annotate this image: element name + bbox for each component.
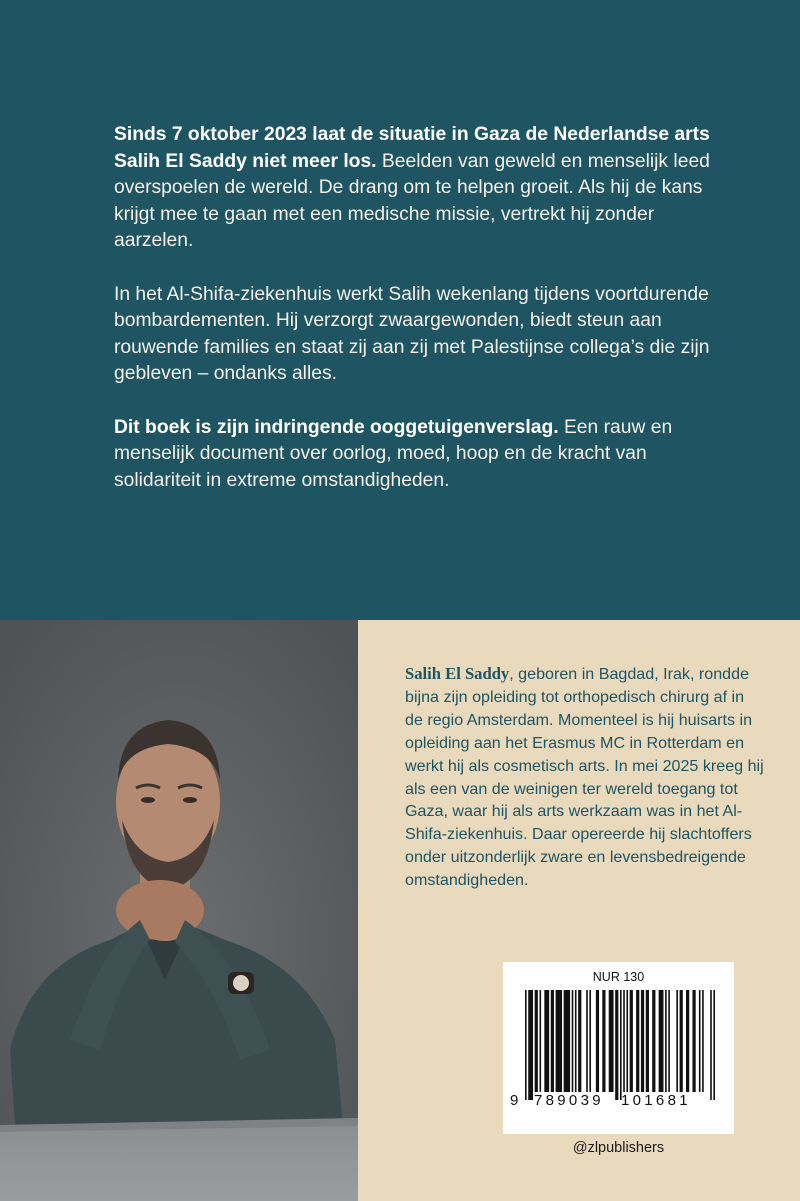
barcode-bar [692,990,695,1092]
barcode-bar [713,990,715,1100]
barcode-bar [578,990,581,1092]
barcode-bar [659,990,664,1092]
barcode-bar [575,990,577,1092]
blurb-paragraph-3 [114,415,724,495]
blurb-lead-1: Sinds 7 oktober 2023 laat de situatie in Gaza de Nederlandse arts Salih El Saddy niet meer los. [114,124,710,172]
barcode-bar [623,990,625,1092]
author-bio-text: , geboren in Bagdad, Irak, rondde bijna zijn opleiding tot orthopedisch chirurg af in de regio Amsterdam. Momenteel is hij huisarts in opleiding aan het Erasmus MC in Rotterdam en werkt hij als cosmetisch arts. In mei 2025 kreeg hij als een van de weinigen ter wereld toegang tot Gaza, waar hij als arts werkzaam was in het Al-Shifa-ziekenhuis. Daar opereerde hij slachtoffers onder uitzonderlijk zware en levensbedreigende omstandigheden. [405,665,764,890]
barcode-bar [525,990,527,1100]
blurb-paragraph-1 [114,122,724,255]
isbn-lead-digit: 9 [510,1092,522,1109]
barcode-bar [641,990,644,1092]
author-photo [0,620,358,1201]
blurb-lead-3: Dit boek is zijn indringende ooggetuigenverslag. [114,416,559,438]
barcode-bar [544,990,549,1092]
barcode-bar [596,990,599,1092]
barcode-bar [572,990,574,1092]
nur-code: NUR 130 [592,970,645,984]
barcode-bar [589,990,591,1092]
barcode-bar [564,990,570,1092]
barcode-bar [665,990,667,1092]
barcode-bar [702,990,704,1092]
barcode-bar [609,990,614,1092]
barcode-bar [528,990,533,1100]
barcode-bar [586,990,588,1092]
barcode-bar [620,990,622,1100]
barcode-bar [652,990,655,1092]
barcode-bar [615,990,618,1100]
barcode-bar [556,990,562,1092]
barcode-bar [539,990,541,1092]
barcode-bar [710,990,712,1100]
author-name: Salih El Saddy [405,664,510,683]
barcode-bar [636,990,639,1092]
barcode-bar [646,990,649,1092]
barcode-bar [551,990,554,1092]
barcode-bar [630,990,633,1092]
isbn-group-left: 789039 [534,1092,604,1109]
isbn-group-right: 101681 [621,1092,691,1109]
author-portrait-illustration [0,620,358,1201]
barcode-bar [686,990,689,1092]
back-cover-blurb [114,122,724,521]
barcode-bar [680,990,683,1092]
barcode-bar [676,990,678,1092]
barcode-bar [699,990,701,1092]
barcode-bar [668,990,670,1092]
blurb-text-1: Beelden van geweld en menselijk leed overspoelen de wereld. De drang om te helpen groeit. Als hij de kans krijgt mee te gaan met een medische missie, vertrekt hij zonder aarzelen. [114,150,710,252]
barcode-bar [626,990,628,1092]
barcode-bar [535,990,538,1092]
publisher-handle: @zlpublishers [572,1140,665,1156]
barcode-label [503,962,734,1134]
blurb-text-3: Een rauw en menselijk document over oorlog, moed, hoop en de kracht van solidariteit in extreme omstandigheden. [114,416,673,491]
author-bio [405,663,765,892]
blurb-paragraph-2: In het Al-Shifa-ziekenhuis werkt Salih wekenlang tijdens voortdurende bombardementen. Hij verzorgt zwaargewonden, biedt steun aan rouwende families en staat zij aan zij met Palestijnse collega’s die zijn gebleven – ondanks alles. [114,283,710,385]
barcode-bar [602,990,605,1092]
